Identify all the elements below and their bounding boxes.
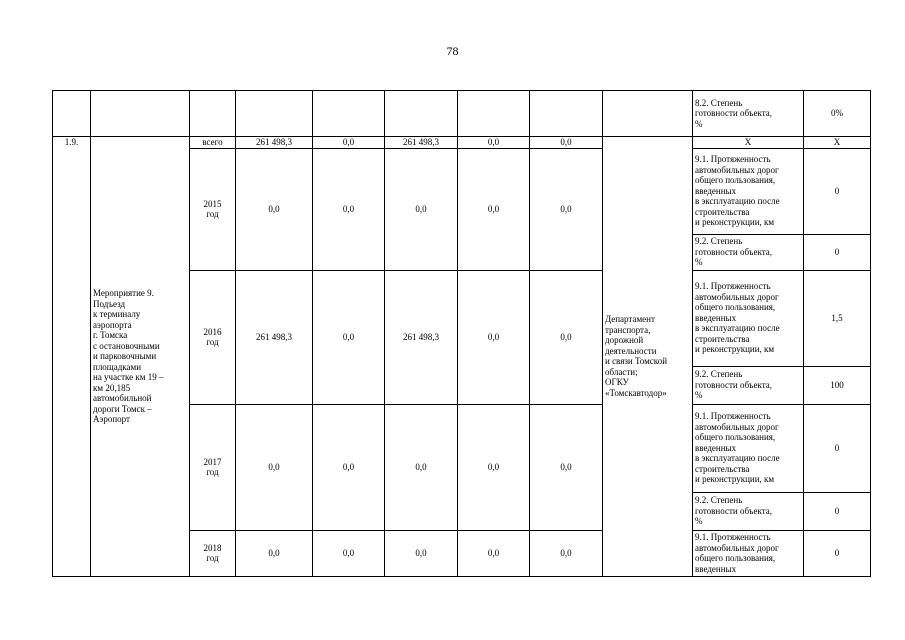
indicator-text: 9.1. Протяженность автомобильных дорог общего пользования, введенных в эксплуатацию после строительства и реконструкции, км <box>695 154 780 228</box>
value-cell: 0,0 <box>313 137 385 149</box>
empty-cell <box>236 91 313 137</box>
measure-number: 1.9. <box>53 137 91 577</box>
value-cell: 0,0 <box>313 270 385 404</box>
empty-cell <box>458 91 530 137</box>
value-cell: 0,0 <box>385 530 458 576</box>
value-cell: 0,0 <box>458 270 530 404</box>
value-cell: 0,0 <box>385 404 458 530</box>
indicator-cell <box>693 234 804 270</box>
value-cell: 0,0 <box>313 404 385 530</box>
indicator-value: 0 <box>804 234 871 270</box>
table-row-total <box>53 137 871 149</box>
indicator-cell <box>693 366 804 404</box>
indicator-text: 9.1. Протяженность автомобильных дорог общего пользования, введенных <box>695 532 779 574</box>
value-cell: 0,0 <box>313 530 385 576</box>
indicator-text: 9.2. Степень готовности объекта, % <box>695 495 772 527</box>
empty-cell <box>91 91 190 137</box>
indicator-cell: Х <box>693 137 804 149</box>
indicator-value: 1,5 <box>804 270 871 366</box>
indicator-value: Х <box>804 137 871 149</box>
value-cell: 0,0 <box>236 404 313 530</box>
indicator-cell <box>693 530 804 576</box>
value-cell: 0,0 <box>530 404 603 530</box>
year-label: 2018 год <box>190 530 236 576</box>
indicator-text: 8.2. Степень готовности объекта, % <box>695 97 772 129</box>
empty-cell <box>53 91 91 137</box>
measure-name: Мероприятие 9. Подъезд к терминалу аэропорта г. Томска с остановочными и парковочными площадками на участке км 19 – км 20,185 автомобильной дороги Томск – Аэропорт <box>91 137 190 577</box>
value-cell: 0,0 <box>458 137 530 149</box>
value-cell: 0,0 <box>236 530 313 576</box>
indicator-value: 0 <box>804 492 871 530</box>
empty-cell <box>603 91 693 137</box>
program-table <box>52 90 871 577</box>
value-cell: 0,0 <box>458 530 530 576</box>
empty-cell <box>190 91 236 137</box>
row-label: всего <box>190 137 236 149</box>
value-cell: 0,0 <box>313 148 385 270</box>
value-cell: 261 498,3 <box>385 270 458 404</box>
indicator-value: 0 <box>804 530 871 576</box>
indicator-text: 9.2. Степень готовности объекта, % <box>695 236 772 268</box>
value-cell: 0,0 <box>458 404 530 530</box>
indicator-cell <box>693 148 804 234</box>
value-cell: 261 498,3 <box>236 270 313 404</box>
value-cell: 0,0 <box>385 148 458 270</box>
value-cell: 261 498,3 <box>385 137 458 149</box>
value-cell: 0,0 <box>530 137 603 149</box>
indicator-text: 9.1. Протяженность автомобильных дорог общего пользования, введенных в эксплуатацию после строительства и реконструкции, км <box>695 411 780 485</box>
value-cell: 261 498,3 <box>236 137 313 149</box>
empty-cell <box>530 91 603 137</box>
executor-cell: Департамент транспорта, дорожной деятельности и связи Томской области; ОГКУ «Томскавтодор» <box>603 137 693 577</box>
indicator-value: 0 <box>804 404 871 492</box>
value-cell: 0,0 <box>458 148 530 270</box>
value-cell: 0,0 <box>530 530 603 576</box>
indicator-text: 9.2. Степень готовности объекта, % <box>695 369 772 401</box>
indicator-value: 0 <box>804 148 871 234</box>
indicator-cell <box>693 91 804 137</box>
empty-cell <box>313 91 385 137</box>
indicator-value: 100 <box>804 366 871 404</box>
indicator-cell <box>693 270 804 366</box>
indicator-cell <box>693 492 804 530</box>
value-cell: 0,0 <box>530 148 603 270</box>
indicator-cell <box>693 404 804 492</box>
indicator-text: 9.1. Протяженность автомобильных дорог общего пользования, введенных в эксплуатацию после строительства и реконструкции, км <box>695 281 780 355</box>
year-label: 2015 год <box>190 148 236 270</box>
year-label: 2016 год <box>190 270 236 404</box>
value-cell: 0,0 <box>236 148 313 270</box>
value-cell: 0,0 <box>530 270 603 404</box>
indicator-value: 0% <box>804 91 871 137</box>
page-number: 78 <box>446 44 459 58</box>
year-label: 2017 год <box>190 404 236 530</box>
empty-cell <box>385 91 458 137</box>
table-row <box>53 91 871 137</box>
